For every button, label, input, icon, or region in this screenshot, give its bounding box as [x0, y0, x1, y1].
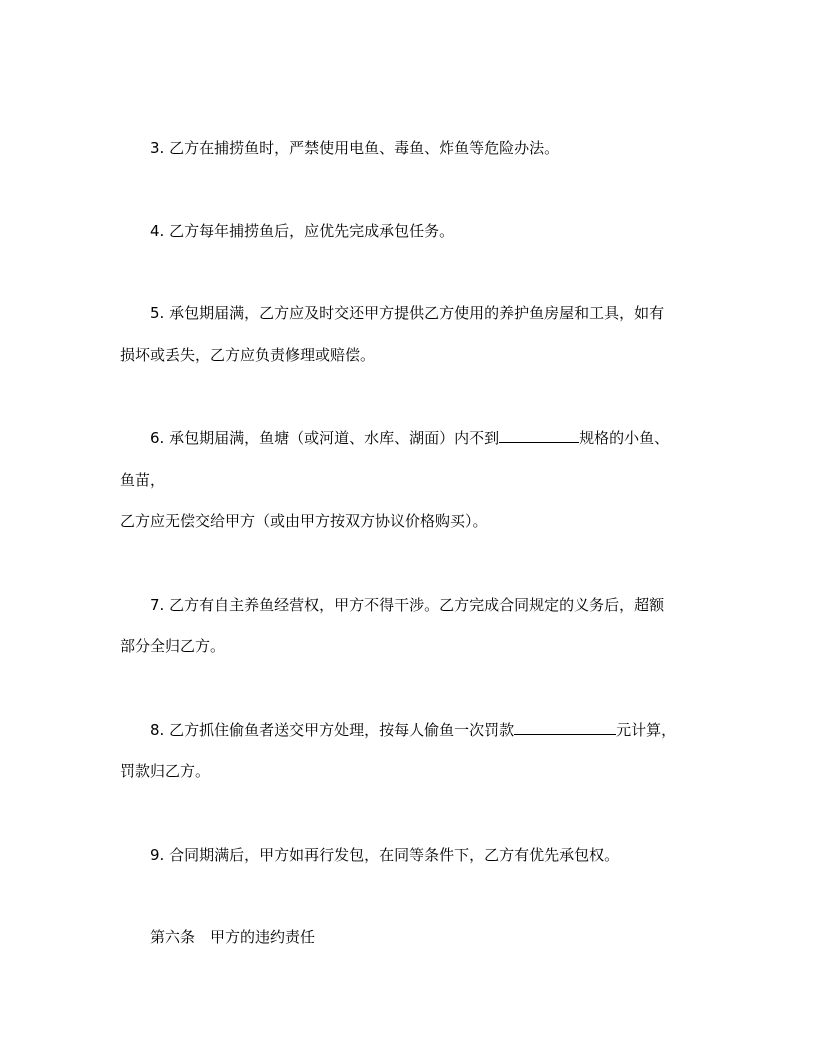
clause-6-line-2: 鱼苗， — [120, 471, 166, 489]
clause-8-text-before: 8. 乙方抓住偷鱼者送交甲方处理，按每人偷鱼一次罚款 — [150, 721, 515, 739]
clause-7-line-2: 部分全归乙方。 — [120, 637, 226, 655]
clause-4: 4. 乙方每年捕捞鱼后，应优先完成承包任务。 — [150, 222, 455, 240]
clause-8-line-1 — [150, 720, 676, 740]
clause-5-line-1: 5. 承包期届满，乙方应及时交还甲方提供乙方使用的养护鱼房屋和工具，如有 — [150, 304, 665, 322]
clause-8-line-2: 罚款归乙方。 — [120, 762, 211, 780]
clause-7-line-1: 7. 乙方有自主养鱼经营权，甲方不得干涉。乙方完成合同规定的义务后，超额 — [150, 596, 665, 614]
clause-9: 9. 合同期满后，甲方如再行发包，在同等条件下，乙方有优先承包权。 — [150, 846, 620, 864]
clause-6-text-before: 6. 承包期届满，鱼塘（或河道、水库、湖面）内不到 — [150, 429, 500, 447]
clause-5-line-2: 损坏或丢失，乙方应负责修理或赔偿。 — [120, 346, 376, 364]
clause-3: 3. 乙方在捕捞鱼时，严禁使用电鱼、毒鱼、炸鱼等危险办法。 — [150, 139, 560, 157]
clause-6-line-3: 乙方应无偿交给甲方（或由甲方按双方协议价格购买）。 — [120, 512, 488, 530]
clause-6-text-after: 规格的小鱼、 — [579, 429, 670, 447]
clause-8-text-after: 元计算， — [616, 721, 677, 739]
section-heading: 第六条 甲方的违约责任 — [150, 928, 316, 946]
clause-6-fill-blank — [499, 428, 579, 443]
clause-6-line-1 — [150, 428, 669, 448]
clause-8-fill-blank — [514, 720, 616, 735]
